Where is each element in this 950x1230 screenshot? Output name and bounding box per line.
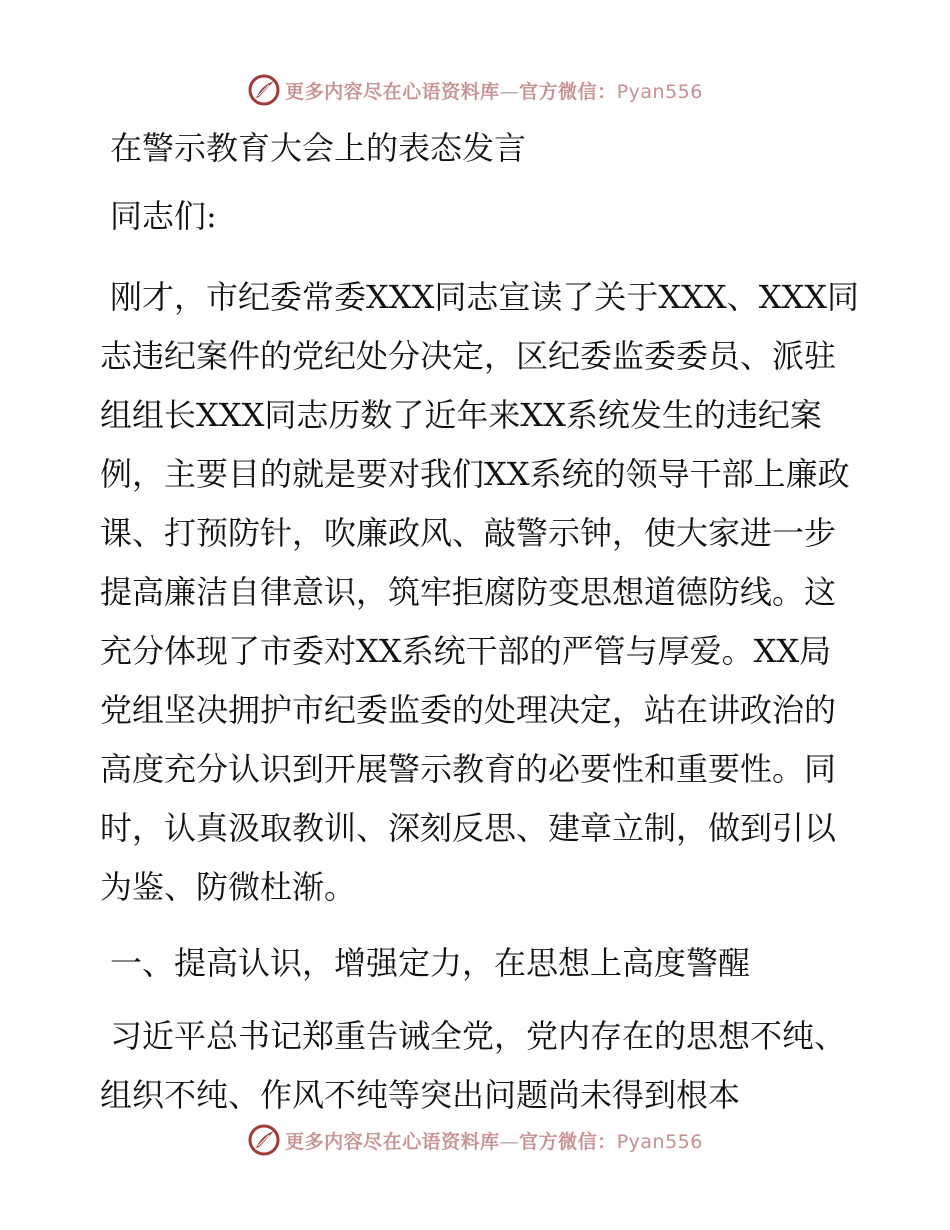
watermark-account: Pyan556: [616, 80, 703, 103]
watermark-banner-top: [0, 70, 950, 110]
body-paragraph-2: 习近平总书记郑重告诫全党，党内存在的思想不纯、组织不纯、作风不纯等突出问题尚未得到根本: [100, 1017, 847, 1114]
watermark-main-text: 更多内容尽在心语资料库: [285, 80, 500, 103]
watermark-banner-bottom: [0, 1120, 950, 1160]
watermark-text: [285, 77, 703, 104]
watermark-text: [285, 1127, 703, 1154]
watermark-suffix-text: 官方微信：: [519, 80, 617, 103]
watermark-main-text: 更多内容尽在心语资料库: [285, 1130, 500, 1153]
greeting-line: 同志们:: [110, 197, 217, 235]
document-title: 在警示教育大会上的表态发言: [110, 129, 527, 167]
document-body: [100, 122, 860, 1125]
watermark-suffix-text: 官方微信：: [519, 1130, 617, 1153]
watermark-separator: —: [499, 80, 520, 103]
watermark-account: Pyan556: [616, 1130, 703, 1153]
watermark-separator: —: [499, 1130, 520, 1153]
feather-seal-icon: [247, 73, 281, 107]
section-heading-1: 一、提高认识，增强定力，在思想上高度警醒: [110, 944, 751, 982]
body-paragraph-1: 刚才，市纪委常委XXX同志宣读了关于XXX、XXX同志违纪案件的党纪处分决定，区纪委监委委员、派驻组组长XXX同志历数了近年来XX系统发生的违纪案例，主要目的就是要对我们XX系统的领导干部上廉政课、打预防针，吹廉政风、敲警示钟，使大家进一步提高廉洁自律意识，筑牢拒腐防变思想道德防线。这充分体现了市委对XX系统干部的严管与厚爱。XX局党组坚决拥护市纪委监委的处理决定，站在讲政治的高度充分认识到开展警示教育的必要性和重要性。同时，认真汲取教训、深刻反思、建章立制，做到引以为鉴、防微杜渐。: [100, 278, 860, 906]
feather-seal-icon: [247, 1123, 281, 1157]
